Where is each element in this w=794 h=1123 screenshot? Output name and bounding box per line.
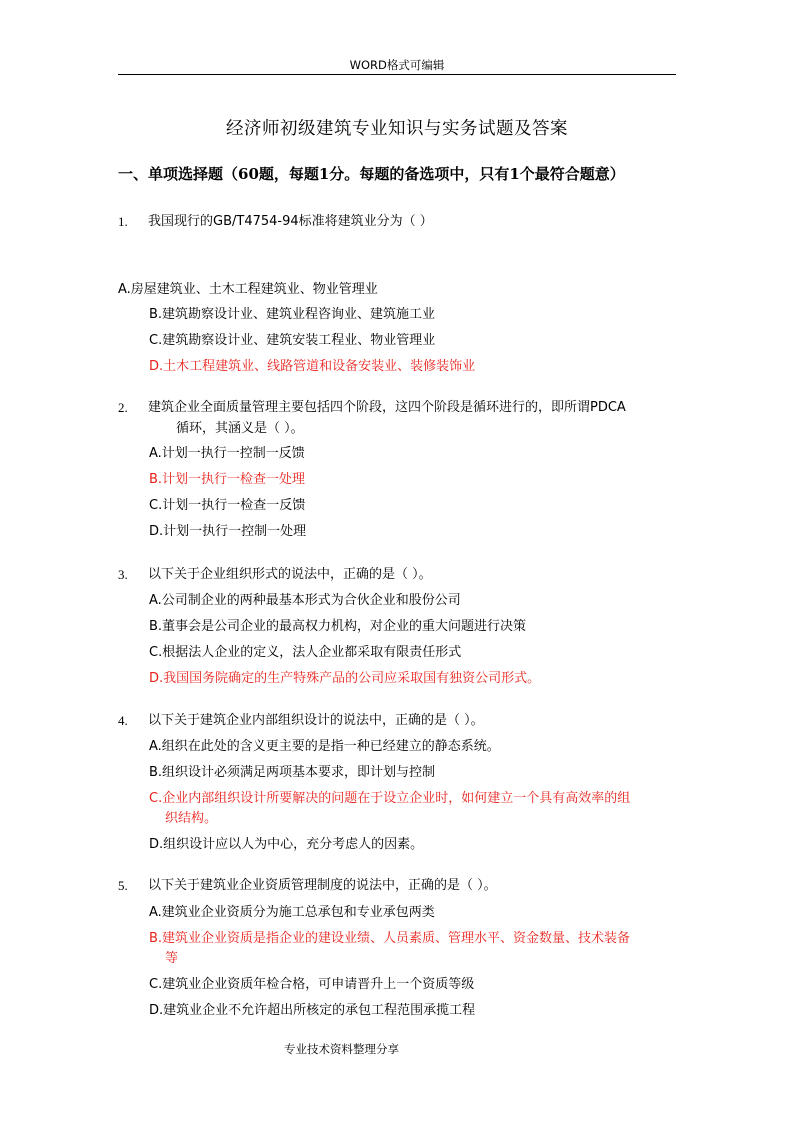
question-text: 以下关于企业组织形式的说法中，正确的是（ ）。 (148, 567, 432, 582)
option-c-answer: C.企业内部组织设计所要解决的问题在于设立企业时，如何建立一个具有高效率的组 (149, 791, 631, 806)
option-a: A.公司制企业的两种最基本形式为合伙企业和股份公司 (149, 593, 461, 608)
option-c: C.根据法人企业的定义，法人企业都采取有限责任形式 (149, 645, 462, 660)
option-b-answer-continued: 等 (165, 951, 179, 966)
option-d: D.计划一执行一控制一处理 (149, 524, 307, 539)
option-a: A.建筑业企业资质分为施工总承包和专业承包两类 (149, 905, 435, 920)
option-b: B.建筑勘察设计业、建筑业程咨询业、建筑施工业 (149, 307, 436, 322)
option-a: A.房屋建筑业、土木工程建筑业、物业管理业 (118, 282, 378, 297)
option-c: C.建筑业企业资质年检合格，可申请晋升上一个资质等级 (149, 977, 475, 992)
option-c-answer-continued: 织结构。 (165, 811, 218, 826)
option-d-answer: D.土木工程建筑业、线路管道和设备安装业、装修装饰业 (149, 359, 476, 374)
question-number: 4. (118, 713, 128, 728)
section-heading: 一、单项选择题（60题，每题1分。每题的备选项中，只有1个最符合题意） (118, 165, 625, 183)
document-title: 经济师初级建筑专业知识与实务试题及答案 (226, 119, 568, 139)
question-text-continued: 循环，其涵义是（ ）。 (176, 421, 304, 436)
option-b-answer: B.计划一执行一检查一处理 (149, 472, 306, 487)
question-number: 3. (118, 567, 128, 582)
question-text: 以下关于建筑企业内部组织设计的说法中，正确的是（ ）。 (148, 713, 484, 728)
question-text: 以下关于建筑业企业资质管理制度的说法中，正确的是（ ）。 (148, 878, 497, 893)
question-text: 建筑企业全面质量管理主要包括四个阶段，这四个阶段是循环进行的，即所谓PDCA (148, 400, 626, 415)
option-b: B.董事会是公司企业的最高权力机构，对企业的重大问题进行决策 (149, 619, 527, 634)
option-d: D.组织设计应以人为中心，充分考虑人的因素。 (149, 837, 424, 852)
option-d: D.建筑业企业不允许超出所核定的承包工程范围承揽工程 (149, 1003, 476, 1018)
question-text: 我国现行的GB/T4754-94标准将建筑业分为（ ） (148, 214, 433, 229)
question-number: 1. (118, 214, 128, 229)
option-a: A.计划一执行一控制一反馈 (149, 446, 305, 461)
page-footer: 专业技术资料整理分享 (284, 1042, 399, 1056)
option-b: B.组织设计必须满足两项基本要求，即计划与控制 (149, 765, 436, 780)
option-d-answer: D.我国国务院确定的生产特殊产品的公司应采取国有独资公司形式。 (149, 671, 541, 686)
question-number: 2. (118, 400, 128, 415)
header-text: WORD格式可编辑 (349, 58, 445, 72)
header-divider (118, 74, 676, 75)
option-a: A.组织在此处的含义更主要的是指一种已经建立的静态系统。 (149, 739, 500, 754)
option-c: C.计划一执行一检查一反馈 (149, 498, 306, 513)
option-c: C.建筑勘察设计业、建筑安装工程业、物业管理业 (149, 333, 436, 348)
option-b-answer: B.建筑业企业资质是指企业的建设业绩、人员素质、管理水平、资金数量、技术装备 (149, 931, 631, 946)
question-number: 5. (118, 878, 128, 893)
